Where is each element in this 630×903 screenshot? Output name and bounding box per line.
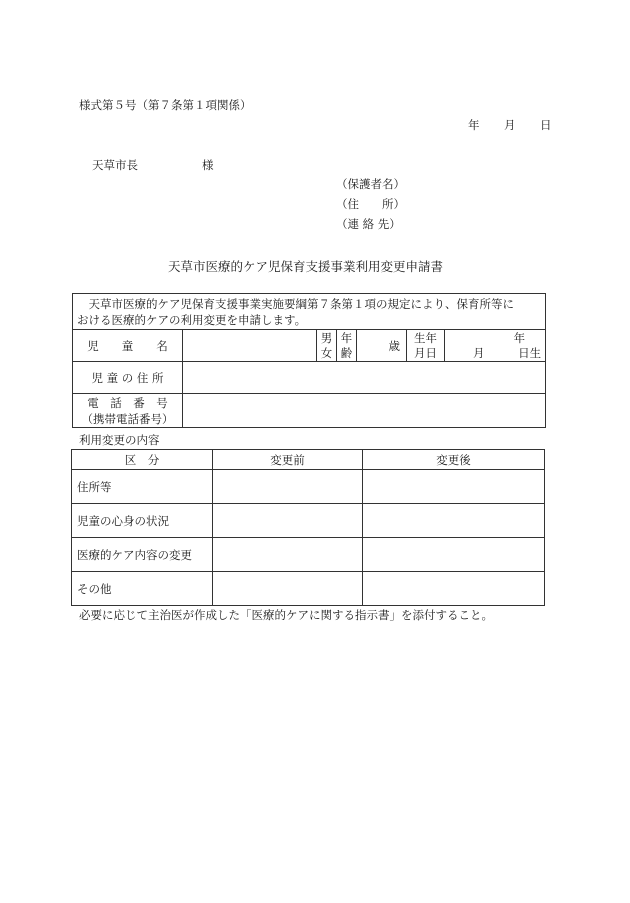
row-condition-after[interactable] bbox=[363, 504, 545, 538]
sex-field[interactable] bbox=[317, 330, 337, 362]
age-label: 年 齢 bbox=[337, 330, 357, 362]
col-after-header: 変更後 bbox=[363, 450, 545, 470]
col-before-header: 変更前 bbox=[213, 450, 363, 470]
guardian-name-label: （保護者名） bbox=[336, 177, 405, 191]
child-name-label: 児 童 名 bbox=[73, 330, 183, 362]
row-care-before[interactable] bbox=[213, 538, 363, 572]
date-year: 年 bbox=[468, 118, 480, 132]
row-address-after[interactable] bbox=[363, 470, 545, 504]
child-name-field[interactable] bbox=[183, 330, 317, 362]
guardian-contact-label: （連 絡 先） bbox=[336, 217, 401, 231]
intro-line-1: 天草市医療的ケア児保育支援事業実施要綱第７条第１項の規定により、保育所等に bbox=[77, 296, 514, 311]
guardian-address-label: （住 所） bbox=[336, 197, 405, 211]
intro-line-2: おける医療的ケアの利用変更を申請します。 bbox=[77, 312, 307, 327]
row-other-label: その他 bbox=[72, 572, 213, 606]
row-address-label: 住所等 bbox=[72, 470, 213, 504]
child-info-table bbox=[72, 293, 546, 428]
row-other-after[interactable] bbox=[363, 572, 545, 606]
row-condition-label: 児童の心身の状況 bbox=[72, 504, 213, 538]
col-category-header: 区 分 bbox=[72, 450, 213, 470]
addressee-honorific: 様 bbox=[202, 158, 214, 172]
row-care-label: 医療的ケア内容の変更 bbox=[72, 538, 213, 572]
child-address-field[interactable] bbox=[183, 362, 546, 394]
date-month: 月 bbox=[504, 118, 516, 132]
row-care-after[interactable] bbox=[363, 538, 545, 572]
page-title: 天草市医療的ケア児保育支援事業利用変更申請書 bbox=[168, 259, 444, 274]
phone-label: 電 話 番 号 （携帯電話番号） bbox=[73, 394, 183, 428]
sex-female-label: 女 bbox=[320, 345, 333, 360]
birth-month-unit: 月 bbox=[473, 345, 485, 360]
age-unit: 歳 bbox=[388, 338, 400, 353]
footer-note: 必要に応じて主治医が作成した「医療的ケアに関する指示書」を添付すること。 bbox=[79, 608, 493, 622]
changes-heading: 利用変更の内容 bbox=[79, 433, 160, 447]
birthdate-label: 生年 月日 bbox=[407, 330, 445, 362]
birthdate-field[interactable] bbox=[445, 330, 546, 362]
date-day: 日 bbox=[540, 118, 552, 132]
form-number: 様式第５号（第７条第１項関係） bbox=[79, 98, 252, 112]
age-field[interactable] bbox=[357, 330, 407, 362]
sex-male-label: 男 bbox=[320, 330, 333, 345]
row-address-before[interactable] bbox=[213, 470, 363, 504]
addressee-name: 天草市長 bbox=[92, 158, 138, 172]
birth-year-unit: 年 bbox=[513, 330, 526, 345]
phone-field[interactable] bbox=[183, 394, 546, 428]
birth-day-unit: 日生 bbox=[518, 345, 542, 360]
intro-cell bbox=[73, 294, 546, 330]
row-other-before[interactable] bbox=[213, 572, 363, 606]
row-condition-before[interactable] bbox=[213, 504, 363, 538]
phone-sub-label: （携帯電話番号） bbox=[81, 411, 174, 426]
child-address-label: 児 童 の 住 所 bbox=[73, 362, 183, 394]
changes-table bbox=[71, 449, 545, 606]
